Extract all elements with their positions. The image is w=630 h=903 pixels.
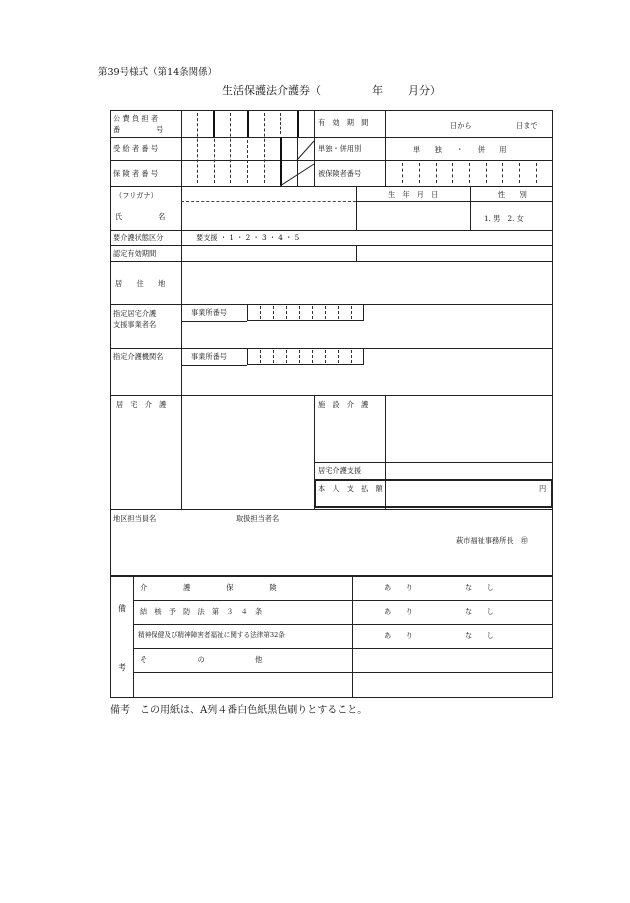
- office-head: 萩市福祉事務所長 ㊞: [456, 536, 528, 545]
- page-title: 生活保護法介護券（: [222, 84, 321, 97]
- label-insured-no: 被保険者番号: [318, 169, 362, 178]
- label-birth-date: 生 年 月 日: [388, 190, 439, 199]
- label-care-institution: 指定介護機関名: [113, 352, 164, 361]
- yen-unit: 円: [539, 484, 547, 493]
- label-single-combined: 単独・併用別: [318, 144, 362, 153]
- remarks-row-label: 精神保健及び精神障害者福祉に関する法律第32条: [138, 631, 285, 639]
- remarks-row-label: 結 核 予 防 法 第 ３ ４ 条: [140, 607, 263, 616]
- title-year: 年: [372, 84, 383, 97]
- label-home-care: 居 宅 介 護: [116, 400, 167, 409]
- sex-value[interactable]: 1. 男 2. 女: [484, 214, 524, 223]
- label-handling-officer: 取扱担当者名: [236, 514, 280, 523]
- label-public-payer-2: 番 号: [113, 125, 164, 134]
- label-district-officer: 地区担当員名: [113, 514, 157, 523]
- remarks-row-yes[interactable]: あ り: [384, 583, 413, 592]
- label-home-care-support-2: 支援事業者名: [113, 320, 157, 329]
- label-office-no-1: 事業所番号: [191, 308, 227, 317]
- remarks-row-label: そ の 他: [140, 655, 263, 664]
- label-office-no-2: 事業所番号: [191, 352, 227, 361]
- label-recipient-no: 受 給 者 番 号: [113, 144, 159, 153]
- remarks-bi: 備: [118, 604, 126, 613]
- remarks-row-yes[interactable]: あ り: [384, 607, 413, 616]
- remarks-row-no[interactable]: な し: [465, 607, 494, 616]
- label-care-level: 要介護状態区分: [113, 233, 164, 242]
- label-sex: 性 別: [498, 190, 527, 199]
- label-public-payer-1: 公 費 負 担 者: [113, 114, 159, 123]
- label-home-care-support-1: 指定居宅介護: [113, 309, 157, 318]
- remarks-row-label: 介 護 保 険: [140, 583, 277, 592]
- single-combined-value[interactable]: 単 独 ・ 併 用: [413, 145, 507, 154]
- valid-to: 日まで: [516, 121, 538, 130]
- remarks-row-no[interactable]: な し: [465, 631, 494, 640]
- label-name: 氏 名: [115, 212, 166, 221]
- label-self-payment: 本 人 支 払 額: [318, 484, 383, 493]
- care-level-value[interactable]: 要支援 ・ 1 ・ 2 ・ 3 ・ 4 ・ 5: [196, 233, 300, 242]
- label-valid-period: 有 効 期 間: [318, 118, 369, 127]
- label-address: 居 住 地: [115, 279, 166, 288]
- label-cert-period: 認定有効期間: [113, 249, 157, 258]
- label-insurer-no: 保 険 者 番 号: [113, 169, 159, 178]
- label-facility-care: 施 設 介 護: [318, 400, 369, 409]
- form-number: 第39号様式（第14条関係）: [98, 67, 218, 78]
- valid-from: 日から: [450, 121, 472, 130]
- slash-lines: [280, 137, 315, 186]
- remarks-row-yes[interactable]: あ り: [384, 631, 413, 640]
- title-month: 月分）: [408, 84, 441, 97]
- label-home-care-support-row: 居宅介護支援: [318, 466, 362, 475]
- label-furigana: （フリガナ）: [115, 191, 158, 200]
- remarks-ko: 考: [118, 663, 126, 672]
- remarks-row-no[interactable]: な し: [465, 583, 494, 592]
- footer-note: 備考 この用紙は、A列４番白色紙黒色刷りとすること。: [110, 705, 368, 716]
